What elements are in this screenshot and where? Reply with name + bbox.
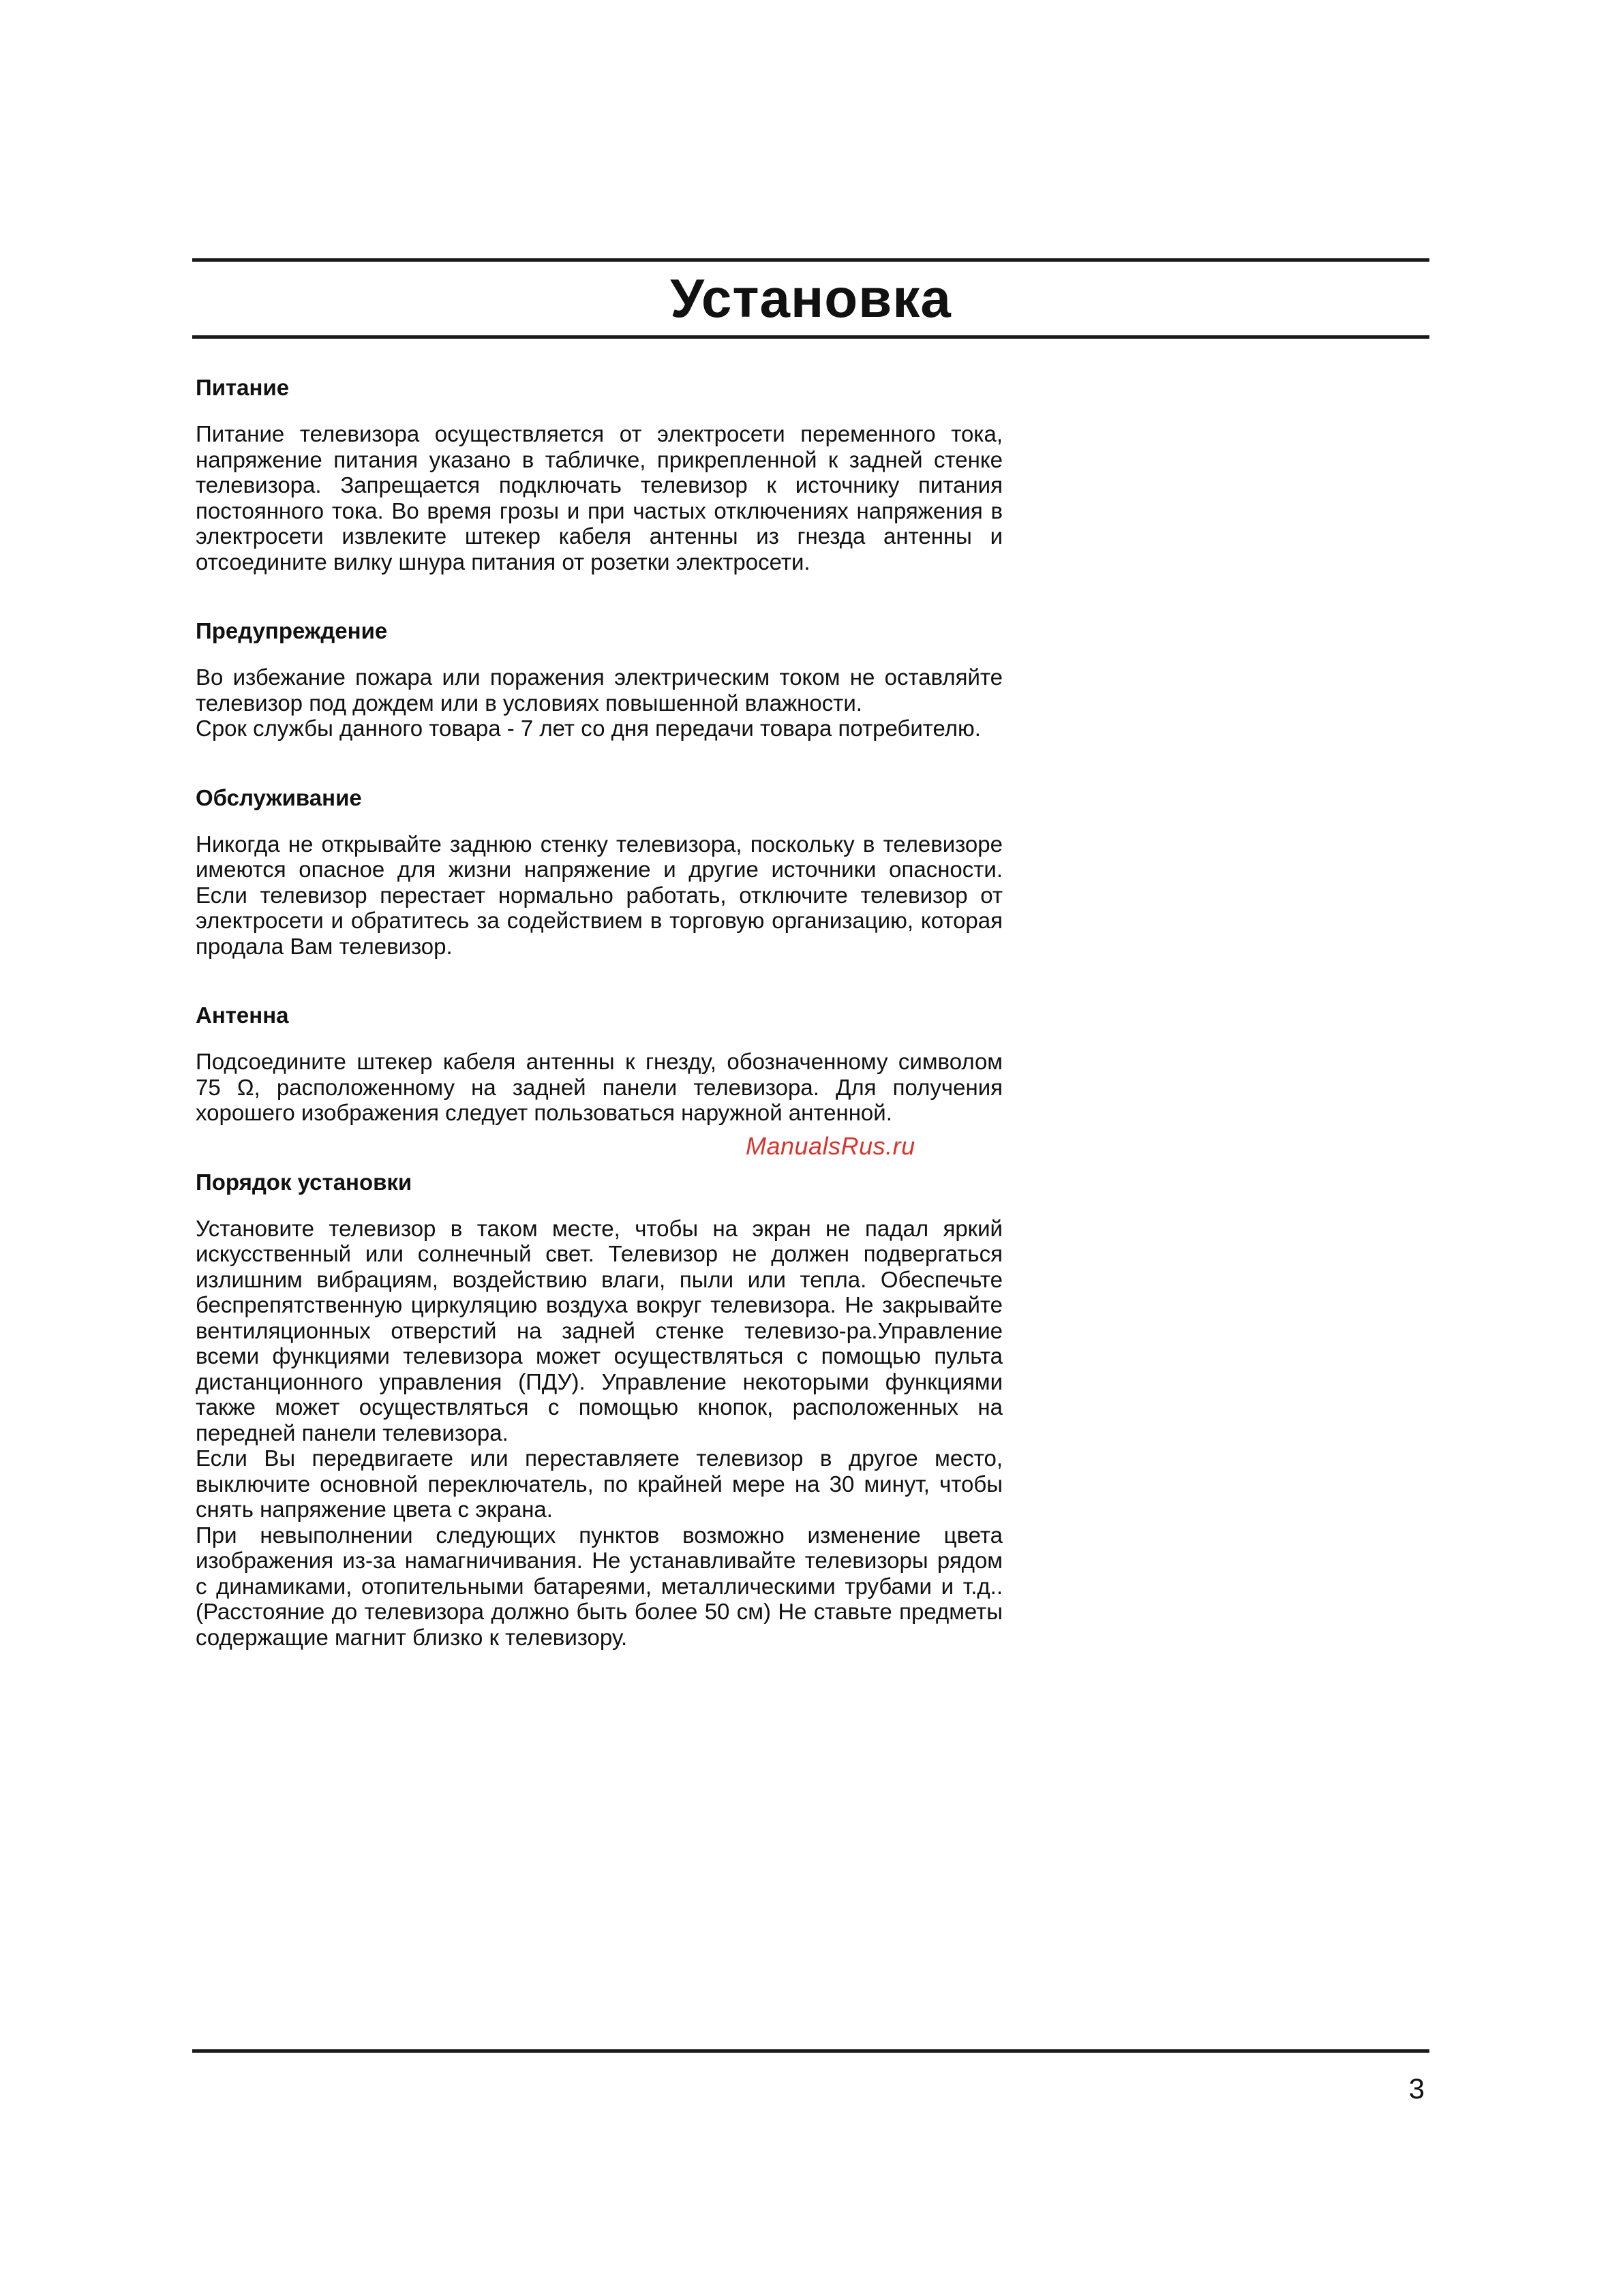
section-body: Установите телевизор в таком месте, чтобы на экран не падал яркий искусственный или солнечный свет. Телевизор не должен подвергаться излишним вибрациям, воздействию влаги, пыли или тепла. Обеспечьте беспрепятственную циркуляцию воздуха вокруг телевизора. Не закрывайте вентиляционных отверстий на задней стенке телевизо-ра.Управление всеми функциями телевизора может осуществляться с помощью пульта дистанционного управления (ПДУ). Управление некоторыми функциями также может осуществляться с помощью кнопок, расположенных на передней панели телевизора. Если Вы передвигаете или переставляете телевизор в другое место, выключите основной переключатель, по крайней мере на 30 минут, чтобы снять напряжение цвета с экрана. При невыполнении следующих пунктов возможно изменение цвета изображения из-за намагничивания. Не устанавливайте телевизоры рядом с динамиками, отопительными батареями, металлическими трубами и т.д.. (Расстояние до телевизора должно быть более 50 см) Не ставьте предметы содержащие магнит близко к телевизору. xyxy=(196,1215,1003,1650)
section-antenna xyxy=(196,1001,1003,1126)
title-rule-bottom xyxy=(192,335,1429,339)
section-heading: Предупреждение xyxy=(196,618,388,643)
section-heading: Порядок установки xyxy=(196,1169,412,1195)
page-title: Установка xyxy=(670,268,952,328)
section-installation xyxy=(196,1168,1003,1651)
section-body: Во избежание пожара или поражения электрическим током не оставляйте телевизор под дождем или в условиях повышенной влажности. Срок службы данного товара - 7 лет со дня передачи товара потребителю. xyxy=(196,664,1003,741)
section-power xyxy=(196,373,1003,575)
section-service xyxy=(196,784,1003,960)
section-heading: Обслуживание xyxy=(196,784,362,810)
section-body: Питание телевизора осуществляется от электросети переменного тока, напряжение питания указано в табличке, прикрепленной к задней стенке телевизора. Запрещается подключать телевизор к источнику питания постоянного тока. Во время грозы и при частых отключениях напряжения в электросети извлеките штекер кабеля антенны из гнезда антенны и отсоедините вилку шнура питания от розетки электросети. xyxy=(196,421,1003,575)
footer-rule xyxy=(192,2049,1429,2053)
section-body: Никогда не открывайте заднюю стенку телевизора, поскольку в телевизоре имеются опасное для жизни напряжение и другие источники опасности. Если телевизор перестает нормально работать, отключите телевизор от электросети и обратитесь за содействием в торговую организацию, которая продала Вам телевизор. xyxy=(196,831,1003,959)
section-heading: Антенна xyxy=(196,1002,289,1028)
section-body: Подсоедините штекер кабеля антенны к гнезду, обозначенному символом 75 Ω, расположенному на задней панели телевизора. Для получения хорошего изображения следует пользоваться наружной антенной. xyxy=(196,1049,1003,1125)
section-warning xyxy=(196,617,1003,741)
page-number: 3 xyxy=(1408,2072,1425,2104)
watermark: ManualsRus.ru xyxy=(746,1132,915,1160)
section-heading: Питание xyxy=(196,375,290,400)
main-content xyxy=(196,373,1003,1692)
